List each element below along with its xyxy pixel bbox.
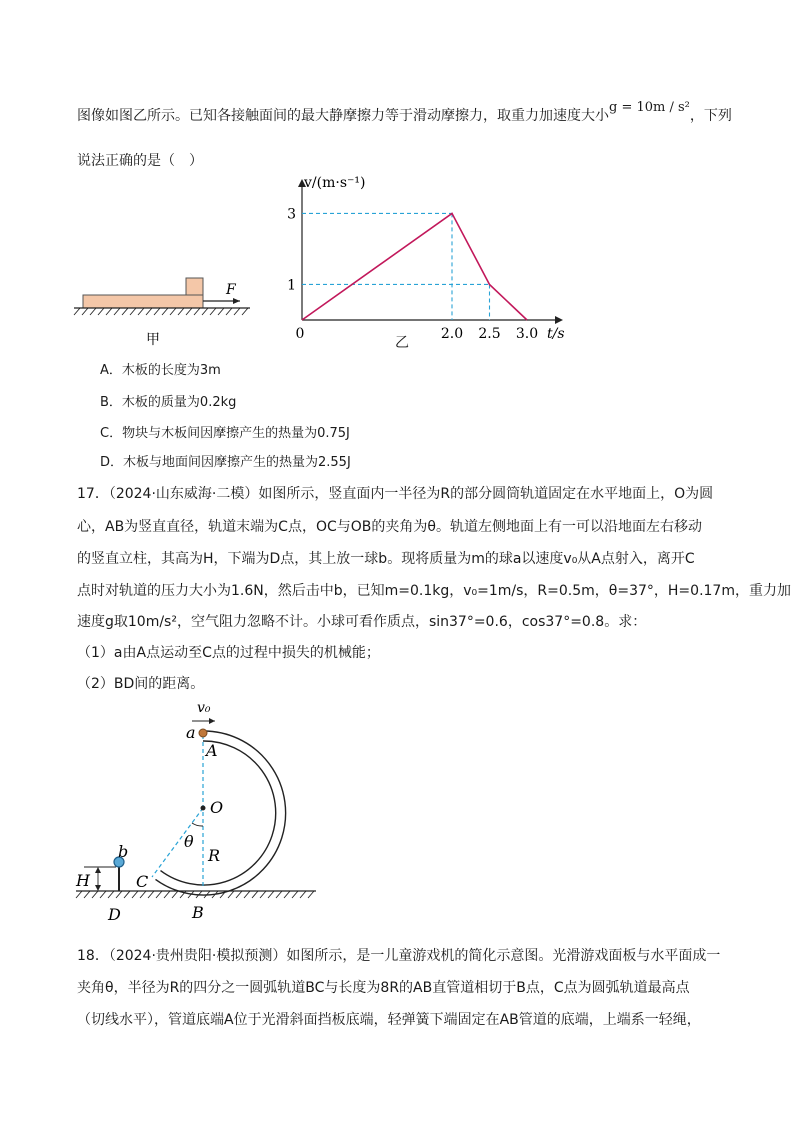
label-H: H (76, 871, 90, 890)
q16-line-1-text: 图像如图乙所示。已知各接触面间的最大静摩擦力等于滑动摩擦力，取重力加速度大小 (77, 108, 609, 124)
q17-subquestion-2: （2）BD间的距离。 (77, 676, 205, 692)
q17-line-3: 的竖直立柱，其高为H，下端为D点，其上放一球b。现将质量为m的球a以速度v₀从A点射入，离开C (77, 551, 695, 567)
label-b: b (118, 842, 129, 861)
g-formula: g = 10m / s² (609, 100, 690, 115)
v0-arrowhead (209, 718, 215, 724)
h-arrow-down (95, 885, 101, 891)
q16-line-1-tail: ，下列 (689, 108, 732, 124)
force-arrowhead (233, 298, 240, 304)
force-label: F (226, 282, 236, 298)
q17-line-2: 心，AB为竖直直径，轨道末端为C点，OC与OB的夹角为θ。轨道左侧地面上有一可以沿地面左右移动 (77, 519, 702, 535)
tick-labels (287, 206, 538, 342)
q16-line-2: 说法正确的是（ ） (77, 153, 203, 169)
y-tick-label: 1 (287, 277, 296, 294)
theta-arc (192, 823, 203, 826)
guide-lines (302, 213, 490, 320)
x-tick-label: 0 (295, 326, 305, 342)
center-o-dot (201, 806, 206, 811)
board (83, 295, 203, 308)
q17-subquestion-1: （1）a由A点运动至C点的过程中损失的机械能； (77, 645, 380, 661)
label-R: R (208, 846, 221, 865)
option-c[interactable]: C．物块与木板间因摩擦产生的热量为0.75J (100, 426, 350, 441)
q16-line-1 (77, 100, 732, 127)
velocity-series-line (302, 213, 527, 320)
q18-line-1: 18．（2024·贵州贵阳·模拟预测）如图所示，是一儿童游戏机的简化示意图。光滑游戏面板与水平面成一 (77, 948, 721, 964)
q18-line-2: 夹角θ，半径为R的四分之一圆弧轨道BC与长度为8R的AB直管道相切于B点，C点为圆弧轨道最高点 (77, 980, 690, 996)
label-v0: v₀ (197, 700, 211, 716)
label-C: C (136, 872, 149, 891)
q17-line-4: 点时对轨道的压力大小为1.6N，然后击中b，已知m=0.1kg，v₀=1m/s，R=0.5m，θ=37°，H=0.17m，重力加 (77, 583, 791, 599)
x-tick-label: 2.0 (440, 326, 464, 342)
q18-line-3: （切线水平），管道底端A位于光滑斜面挡板底端，轻弹簧下端固定在AB管道的底端，上端系一轻绳， (77, 1012, 701, 1028)
figure-jia-caption: 甲 (146, 332, 160, 348)
ball-a (199, 729, 207, 737)
option-a[interactable]: A．木板的长度为3m (100, 363, 221, 378)
option-b[interactable]: B．木板的质量为0.2kg (100, 395, 237, 410)
q17-line-5: 速度g取10m/s²，空气阻力忽略不计。小球可看作质点，sin37°=0.6，cos37°=0.8。求： (77, 614, 647, 630)
figure-jia (70, 270, 270, 350)
block (186, 278, 203, 295)
label-D: D (108, 905, 121, 924)
figure-q17 (70, 695, 330, 925)
option-d[interactable]: D．木板与地面间因摩擦产生的热量为2.55J (100, 455, 351, 470)
y-axis-label: v/(m·s⁻¹) (304, 175, 366, 191)
q17-line-1: 17．（2024·山东威海·二模）如图所示，竖直面内一半径为R的部分圆筒轨道固定在水平地面上，O为圆 (77, 486, 714, 502)
oc-line (152, 808, 203, 877)
y-tick-label: 3 (287, 206, 296, 223)
figure-yi-caption: 乙 (395, 335, 409, 351)
x-axis-label: t/s (547, 326, 565, 342)
label-O: O (210, 798, 224, 817)
x-tick-label: 2.5 (478, 326, 501, 342)
figure-yi-chart (280, 175, 580, 355)
x-tick-label: 3.0 (515, 326, 539, 342)
label-A: A (206, 741, 218, 760)
label-theta: θ (184, 832, 194, 851)
label-B: B (192, 903, 204, 922)
x-axis-arrowhead (555, 316, 563, 324)
h-arrow-up (95, 867, 101, 873)
ground-hatch (74, 308, 248, 315)
label-a: a (186, 723, 196, 742)
